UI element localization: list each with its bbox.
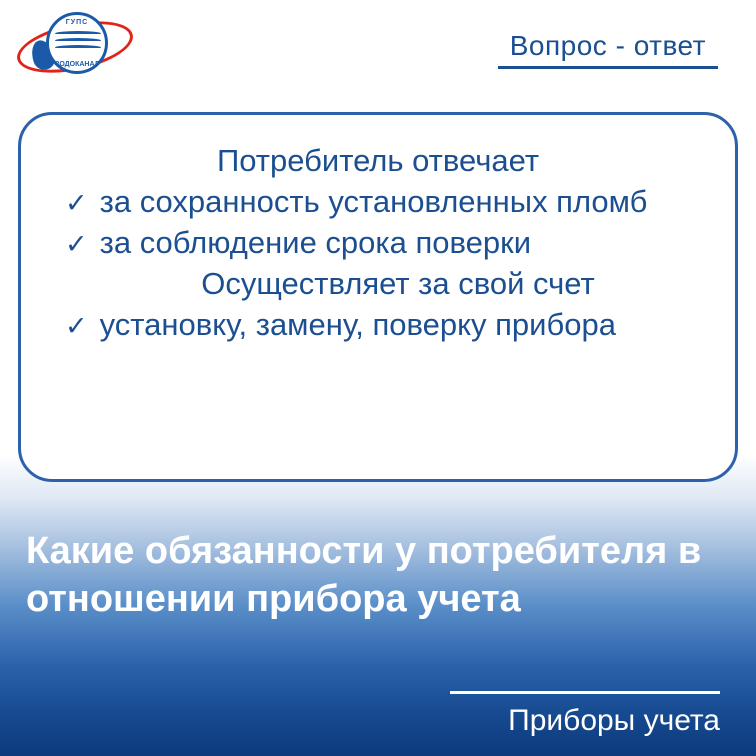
question-line-1: Какие обязанности у потребителя в (26, 530, 702, 572)
answer-bullet-3-text: установку, замену, поверку прибора (99, 306, 616, 342)
question-line-2: отношении прибора учета (26, 577, 521, 620)
check-icon: ✓ (65, 228, 88, 259)
check-icon: ✓ (65, 187, 88, 218)
logo-top-text: ГУПС (65, 19, 89, 26)
answer-bullet-3 (43, 305, 713, 346)
footer-divider (450, 691, 720, 694)
answer-heading-1: Потребитель отвечает (216, 143, 540, 178)
question-block (26, 528, 730, 624)
footer (450, 691, 720, 738)
wave-icon (53, 31, 101, 51)
answer-bullet-1 (43, 182, 713, 223)
answer-bullet-1-text: за сохранность установленных пломб (99, 183, 648, 219)
answer-bullet-2-text: за соблюдение срока поверки (99, 224, 532, 260)
answer-bullet-2 (43, 223, 713, 264)
answer-card (18, 112, 738, 482)
footer-caption: Приборы учета (508, 704, 720, 737)
vodokanal-logo (16, 10, 134, 82)
logo-circle (46, 12, 108, 74)
check-icon: ✓ (65, 310, 88, 341)
logo-bottom-text: "ВОДОКАНАЛ" (51, 61, 103, 68)
header (0, 0, 756, 100)
answer-heading-2: Осуществляет за свой счет (201, 265, 595, 301)
page-title: Вопрос - ответ (498, 30, 718, 69)
